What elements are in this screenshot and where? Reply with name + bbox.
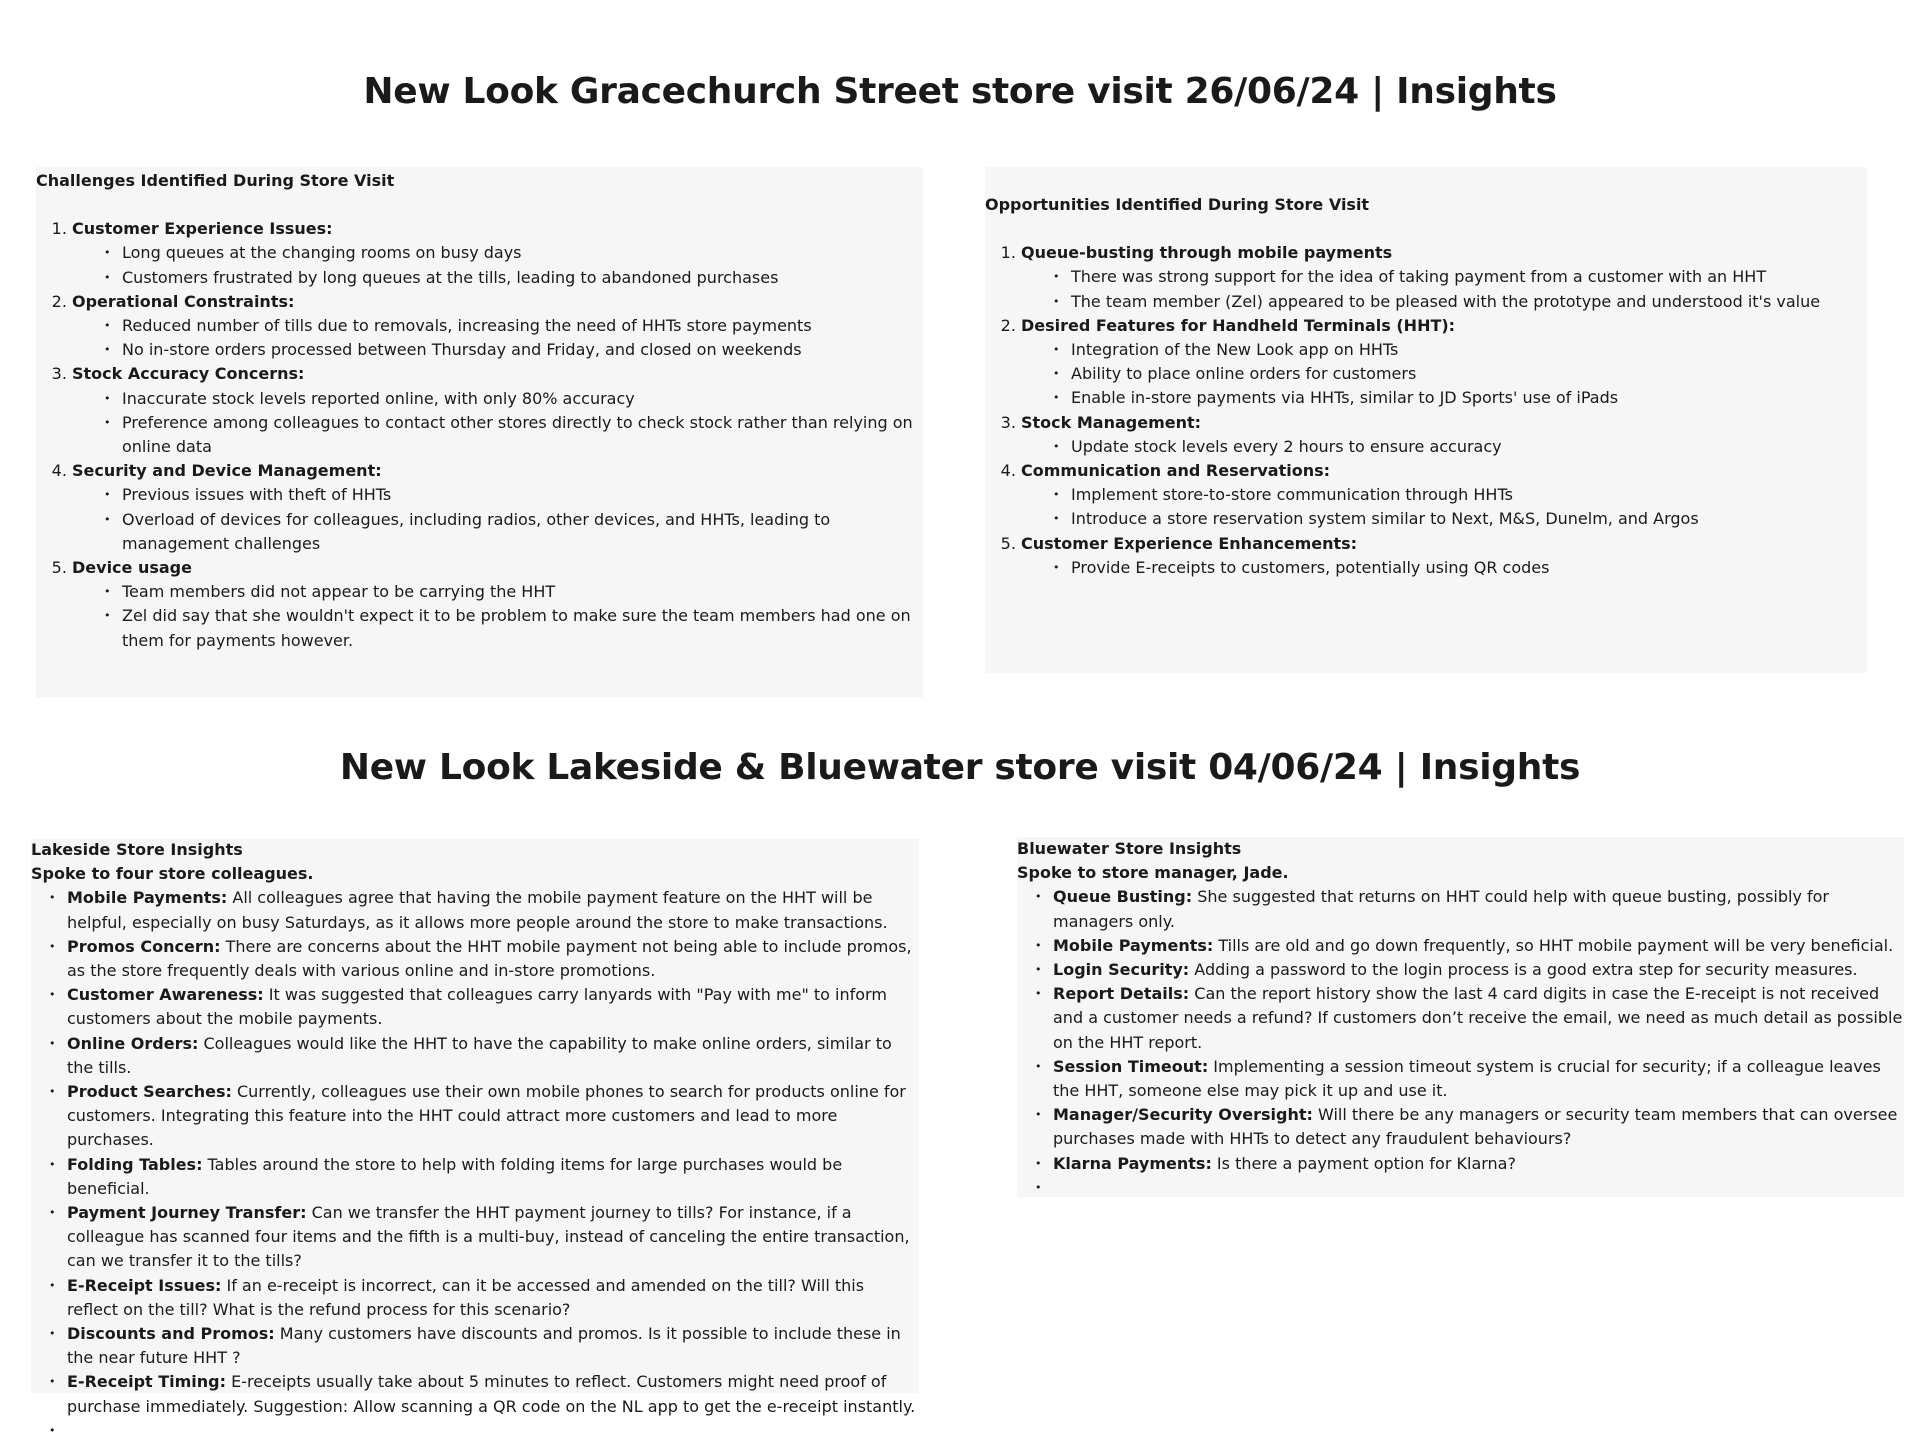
- lakeside-insight-text: Can we transfer the HHT payment journey to tills? For instance, if a colleague has scanned four items and the fifth is a multi-buy, instead of canceling the entire transaction, can we transfer it to the tills?: [67, 1203, 910, 1271]
- challenges-bullet: • Team members did not appear to be carrying the HHT: [122, 580, 923, 604]
- lakeside-insight-text: There are concerns about the HHT mobile payment not being able to include promos, as the store frequently deals with various online and in-store promotions.: [67, 936, 912, 981]
- lakeside-insight-label: E-Receipt Timing:: [67, 1372, 227, 1392]
- bluewater-insight-label: Report Details:: [1053, 984, 1190, 1004]
- lakeside-insight-text: Many customers have discounts and promos. Is it possible to include these in the near future HHT ?: [67, 1324, 901, 1368]
- lakeside-insight-label: E-Receipt Issues:: [67, 1275, 222, 1295]
- bluewater-insight-item: [1053, 1176, 1904, 1200]
- lakeside-insight-item: [67, 1419, 919, 1443]
- bluewater-subheading: Spoke to store manager, Jade.: [1017, 863, 1289, 883]
- opportunities-section-title: Desired Features for Handheld Terminals (HHT):: [1021, 315, 1456, 335]
- challenges-bullet: • Zel did say that she wouldn't expect it to be problem to make sure the team members had one on them for payments however.: [122, 604, 923, 652]
- challenges-section: [72, 217, 923, 290]
- opportunities-section: [1021, 459, 1867, 532]
- lakeside-insight-label: Product Searches:: [67, 1082, 232, 1102]
- lakeside-insight-item: [67, 1080, 919, 1153]
- opportunities-bullet: • Integration of the New Look app on HHTs: [1071, 338, 1867, 362]
- bluewater-insight-item: [1053, 1152, 1904, 1176]
- lakeside-insight-item: [67, 1274, 919, 1322]
- lakeside-insight-item: [67, 935, 919, 983]
- opportunities-bullet-list: [1021, 435, 1867, 459]
- challenges-bullet: • Reduced number of tills due to removals, increasing the need of HHTs store payments: [122, 314, 923, 338]
- lakeside-insight-text: Currently, colleagues use their own mobile phones to search for products online for customers. Integrating this feature into the HHT could attract more customers and lead to more purchases.: [67, 1082, 906, 1150]
- challenges-bullet: • Preference among colleagues to contact other stores directly to check stock rather than relying on online data: [122, 411, 923, 459]
- challenges-bullet: • Customers frustrated by long queues at the tills, leading to abandoned purchases: [122, 266, 923, 290]
- challenges-section: [72, 459, 923, 556]
- opportunities-bullet-list: [1021, 338, 1867, 411]
- opportunities-panel: [985, 167, 1867, 673]
- lakeside-insight-label: Payment Journey Transfer:: [67, 1203, 307, 1223]
- bluewater-insight-item: [1053, 885, 1904, 933]
- bluewater-panel: [1017, 837, 1904, 1197]
- opportunities-section-title: Customer Experience Enhancements:: [1021, 533, 1358, 553]
- lakeside-insight-item: [67, 1201, 919, 1274]
- bluewater-insight-label: Klarna Payments:: [1053, 1153, 1212, 1173]
- challenges-bullet: • Long queues at the changing rooms on busy days: [122, 241, 923, 265]
- lakeside-subheading: Spoke to four store colleagues.: [31, 864, 314, 884]
- bluewater-insight-text: Implementing a session timeout system is crucial for security; if a colleague leaves the HHT, someone else may pick it up and use it.: [1053, 1056, 1881, 1101]
- lakeside-insight-text: E-receipts usually take about 5 minutes to reflect. Customers might need proof of purchase immediately. Suggestion: Allow scanning a QR code on the NL app to get the e-receipt instantly.: [67, 1372, 916, 1416]
- challenges-bullet-list: [72, 314, 923, 362]
- opportunities-section: [1021, 532, 1867, 580]
- opportunities-bullet: • Update stock levels every 2 hours to ensure accuracy: [1071, 435, 1867, 459]
- opportunities-heading: Opportunities Identified During Store Visit: [985, 195, 1370, 214]
- lakeside-insight-label: Online Orders:: [67, 1033, 199, 1053]
- lakeside-insight-text: If an e-receipt is incorrect, can it be accessed and amended on the till? Will this reflect on the till? What is the refund process for this scenario?: [67, 1275, 865, 1319]
- bluewater-insight-item: [1053, 982, 1904, 1055]
- challenges-bullet-list: [72, 580, 923, 653]
- challenges-section-title: Customer Experience Issues:: [72, 219, 333, 239]
- opportunities-bullet: • Implement store-to-store communication through HHTs: [1071, 483, 1867, 507]
- challenges-section: [72, 362, 923, 459]
- lakeside-insight-label: Mobile Payments:: [67, 888, 228, 908]
- opportunities-list: [985, 241, 1867, 580]
- lakeside-insight-label: Customer Awareness:: [67, 985, 264, 1005]
- bluewater-insight-label: Session Timeout:: [1053, 1056, 1209, 1076]
- lakeside-insight-item: [67, 1153, 919, 1201]
- challenges-list: [36, 217, 923, 653]
- bluewater-insight-label: Queue Busting:: [1053, 887, 1193, 907]
- challenges-panel: [36, 167, 923, 698]
- opportunities-section-title: Queue-busting through mobile payments: [1021, 243, 1393, 263]
- challenges-section-title: Security and Device Management:: [72, 461, 382, 481]
- opportunities-section-title: Communication and Reservations:: [1021, 461, 1331, 481]
- bluewater-insight-text: Is there a payment option for Klarna?: [1211, 1153, 1516, 1173]
- lakeside-list: [31, 886, 919, 1443]
- bluewater-insight-label: Manager/Security Oversight:: [1053, 1105, 1313, 1125]
- lakeside-insight-item: [67, 1322, 919, 1370]
- bluewater-insight-item: [1053, 958, 1904, 982]
- opportunities-bullet: • Enable in-store payments via HHTs, similar to JD Sports' use of iPads: [1071, 386, 1867, 410]
- bluewater-heading: Bluewater Store Insights: [1017, 839, 1242, 858]
- opportunities-bullet: • Provide E-receipts to customers, potentially using QR codes: [1071, 556, 1867, 580]
- opportunities-section-title: Stock Management:: [1021, 412, 1202, 432]
- challenges-section-title: Stock Accuracy Concerns:: [72, 364, 305, 384]
- bluewater-list: [1017, 885, 1904, 1200]
- challenges-section: [72, 556, 923, 653]
- lakeside-insight-item: [67, 886, 919, 934]
- opportunities-bullet-list: [1021, 556, 1867, 580]
- lakeside-heading: Lakeside Store Insights: [31, 840, 243, 859]
- opportunities-bullet-list: [1021, 483, 1867, 531]
- lakeside-insight-text: Tables around the store to help with folding items for large purchases would be beneficial.: [67, 1154, 843, 1198]
- bluewater-insight-text: Tills are old and go down frequently, so HHT mobile payment will be very beneficial.: [1213, 935, 1894, 955]
- opportunities-bullet-list: [1021, 265, 1867, 313]
- lakeside-insight-item: [67, 983, 919, 1031]
- challenges-bullet: • Overload of devices for colleagues, including radios, other devices, and HHTs, leading to management challenges: [122, 508, 923, 556]
- bluewater-insight-item: [1053, 1103, 1904, 1151]
- opportunities-bullet: • There was strong support for the idea of taking payment from a customer with an HHT: [1071, 265, 1867, 289]
- challenges-bullet: • No in-store orders processed between Thursday and Friday, and closed on weekends: [122, 338, 923, 362]
- challenges-bullet: • Previous issues with theft of HHTs: [122, 483, 923, 507]
- lakeside-insight-label: Folding Tables:: [67, 1154, 203, 1174]
- top-page-title: New Look Gracechurch Street store visit 26/06/24 | Insights: [363, 71, 1557, 112]
- challenges-section: [72, 290, 923, 363]
- bluewater-insight-text: Will there be any managers or security team members that can oversee purchases made with HHTs to detect any fraudulent behaviours?: [1053, 1105, 1898, 1149]
- bluewater-insight-text: Can the report history show the last 4 card digits in case the E-receipt is not received and a customer needs a refund? If customers don’t receive the email, we need as much detail as possible on the HHT report.: [1053, 984, 1903, 1052]
- opportunities-bullet: • The team member (Zel) appeared to be pleased with the prototype and understood it's value: [1071, 290, 1867, 314]
- challenges-bullet-list: [72, 483, 923, 556]
- lakeside-insight-item: [67, 1370, 919, 1418]
- bottom-page-title: New Look Lakeside & Bluewater store visit 04/06/24 | Insights: [339, 747, 1581, 788]
- challenges-bullet-list: [72, 387, 923, 460]
- challenges-section-title: Operational Constraints:: [72, 291, 295, 311]
- bluewater-insight-text: She suggested that returns on HHT could help with queue busting, possibly for managers only.: [1053, 887, 1830, 931]
- opportunities-bullet: • Ability to place online orders for customers: [1071, 362, 1867, 386]
- bluewater-insight-text: Adding a password to the login process is a good extra step for security measures.: [1189, 960, 1858, 980]
- bluewater-insight-label: Mobile Payments:: [1053, 935, 1214, 955]
- challenges-bullet-list: [72, 241, 923, 289]
- lakeside-insight-label: Discounts and Promos:: [67, 1324, 275, 1344]
- lakeside-insight-item: [67, 1032, 919, 1080]
- opportunities-section: [1021, 411, 1867, 459]
- lakeside-insight-text: It was suggested that colleagues carry lanyards with "Pay with me" to inform customers about the mobile payments.: [67, 985, 887, 1029]
- lakeside-insight-text: All colleagues agree that having the mobile payment feature on the HHT will be helpful, especially on busy Saturdays, as it allows more people around the store to make transactions.: [67, 888, 888, 932]
- bluewater-insight-item: [1053, 1055, 1904, 1103]
- challenges-heading: Challenges Identified During Store Visit: [36, 171, 395, 190]
- challenges-bullet: • Inaccurate stock levels reported online, with only 80% accuracy: [122, 387, 923, 411]
- lakeside-insight-label: Promos Concern:: [67, 936, 221, 956]
- opportunities-bullet: • Introduce a store reservation system similar to Next, M&S, Dunelm, and Argos: [1071, 507, 1867, 531]
- bluewater-insight-label: Login Security:: [1053, 960, 1190, 980]
- opportunities-section: [1021, 314, 1867, 411]
- lakeside-panel: [31, 838, 919, 1416]
- bluewater-insight-item: [1053, 934, 1904, 958]
- lakeside-insight-text: Colleagues would like the HHT to have the capability to make online orders, similar to the tills.: [67, 1033, 892, 1077]
- opportunities-section: [1021, 241, 1867, 314]
- challenges-section-title: Device usage: [72, 558, 192, 578]
